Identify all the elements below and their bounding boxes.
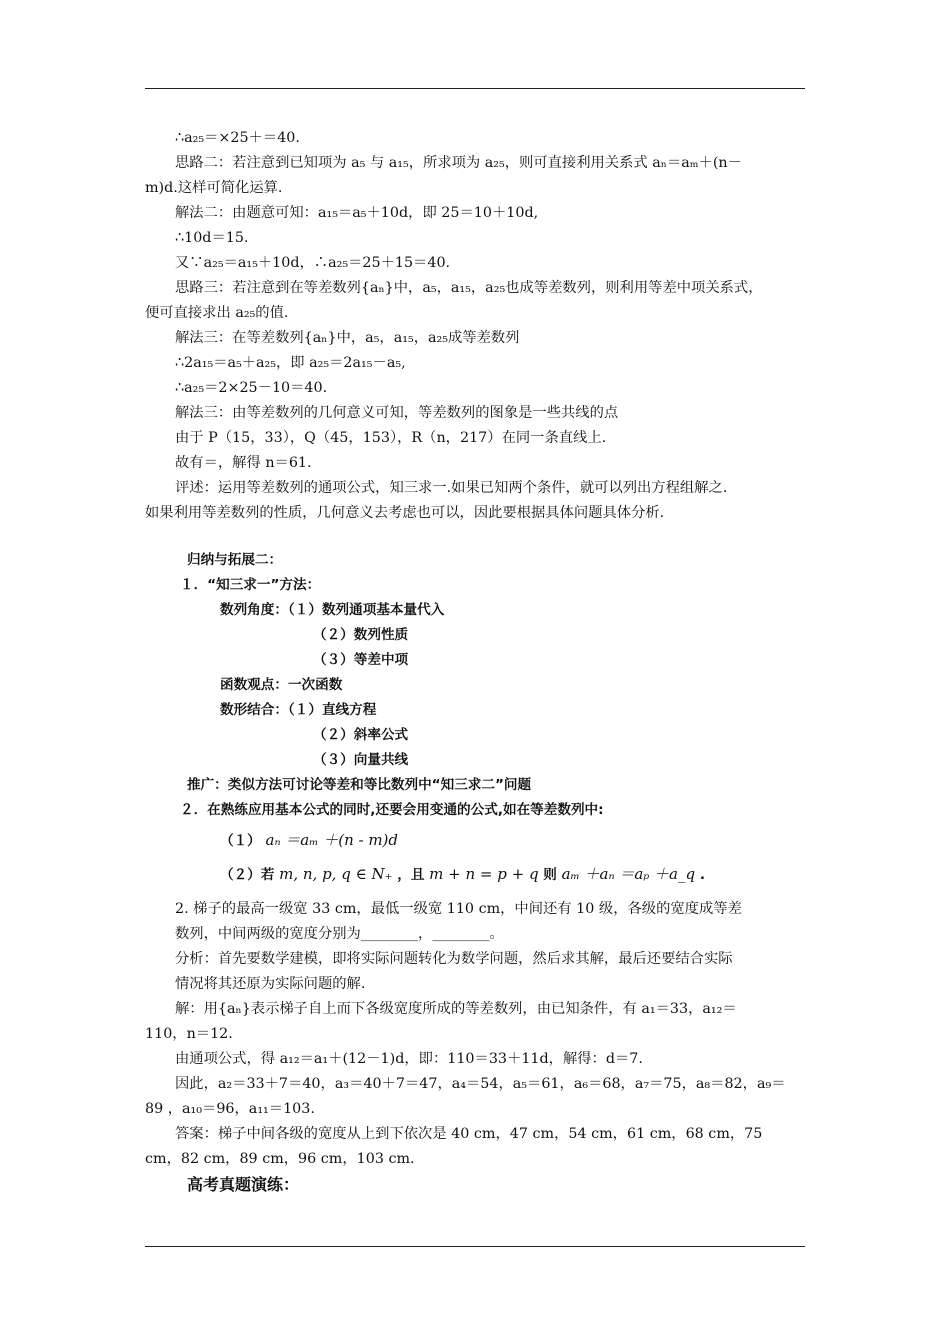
problem-line: 因此，a₂＝33＋7＝40，a₃＝40＋7＝47，a₄＝54，a₅＝61，a₆＝68，a₇＝75，a₈＝82，a₉＝ bbox=[175, 1076, 786, 1092]
text-line: 故有＝，解得 n＝61. bbox=[175, 455, 312, 471]
extension-note: 推广：类似方法可讨论等差和等比数列中“知三求二”问题 bbox=[187, 777, 532, 793]
header-rule bbox=[145, 88, 805, 89]
problem-line: 数列，中间两级的宽度分别为________，________。 bbox=[175, 926, 504, 942]
formula-2-condition: m, n, p, q ∈ N₊ bbox=[279, 865, 393, 883]
text-line: ∴10d＝15. bbox=[175, 230, 249, 246]
formula-2-then: 则 bbox=[543, 867, 557, 883]
formula-2-label: （２）若 bbox=[220, 867, 275, 883]
problem-line: 分析：首先要数学建模，即将实际问题转化为数学问题，然后求其解，最后还要结合实际 bbox=[175, 951, 733, 967]
formula-2-and: ，且 bbox=[397, 867, 425, 883]
summary-item-2: ２．在熟练应用基本公式的同时,还要会用变通的公式,如在等差数列中: bbox=[180, 802, 604, 818]
text-line: 思路三：若注意到在等差数列{aₙ}中，a₅，a₁₅，a₂₅也成等差数列，则利用等差中项关系式， bbox=[175, 280, 763, 296]
formula-2-index-sum: m + n = p + q bbox=[429, 865, 539, 883]
text-line: 便可直接求出 a₂₅的值. bbox=[145, 305, 289, 321]
formula-2-result: aₘ ＋aₙ ＝aₚ ＋a_q bbox=[561, 865, 696, 883]
text-line: 解法三：在等差数列{aₙ}中，a₅，a₁₅，a₂₅成等差数列 bbox=[175, 330, 520, 346]
problem-line: 2. 梯子的最高一级宽 33 cm，最低一级宽 110 cm，中间还有 10 级，各级的宽度成等差 bbox=[175, 901, 742, 917]
footer-rule bbox=[145, 1246, 805, 1247]
problem-line: 89 ，a₁₀＝96，a₁₁＝103. bbox=[145, 1101, 315, 1117]
formula-1 bbox=[145, 823, 810, 857]
text-line: 由于 P（15，33），Q（45，153），R（n，217）在同一条直线上. bbox=[175, 430, 607, 446]
formula-2-end: . bbox=[699, 867, 705, 883]
sequence-row: 数列角度：（１）数列通项基本量代入 bbox=[220, 602, 445, 618]
shape-row-2: （２）斜率公式 bbox=[313, 727, 409, 743]
text-line: 如果利用等差数列的性质，几何意义去考虑也可以，因此要根据具体问题具体分析. bbox=[145, 505, 665, 521]
formula-1-math: aₙ ＝aₘ ＋(n - m)d bbox=[265, 831, 399, 849]
problem-line: 答案：梯子中间各级的宽度从上到下依次是 40 cm，47 cm，54 cm，61 cm，68 cm，75 bbox=[175, 1126, 763, 1142]
text-line: 评述：运用等差数列的通项公式，知三求一.如果已知两个条件，就可以列出方程组解之. bbox=[175, 480, 728, 496]
sequence-row-2: （２）数列性质 bbox=[313, 627, 409, 643]
page-content bbox=[145, 126, 810, 1197]
text-line: ∴a₂₅＝2×25－10＝40. bbox=[175, 380, 328, 396]
formula-1-label: （１） bbox=[220, 833, 261, 849]
summary-item-1: １．“知三求一”方法： bbox=[180, 577, 321, 593]
formula-2 bbox=[145, 857, 810, 891]
shape-row: 数形结合：（１）直线方程 bbox=[220, 702, 377, 718]
summary-heading: 归纳与拓展二： bbox=[187, 552, 283, 568]
text-line: ∴a₂₅＝×25＋＝40. bbox=[175, 130, 300, 146]
practice-heading: 高考真题演练： bbox=[187, 1175, 300, 1194]
text-line: ∴2a₁₅＝a₅＋a₂₅，即 a₂₅＝2a₁₅－a₅, bbox=[175, 355, 406, 371]
sequence-row-3: （３）等差中项 bbox=[313, 652, 409, 668]
problem-line: 110，n＝12. bbox=[145, 1026, 233, 1042]
function-row: 函数观点：一次函数 bbox=[220, 677, 343, 693]
text-line: m)d.这样可简化运算. bbox=[145, 180, 283, 196]
text-line: 解法三：由等差数列的几何意义可知，等差数列的图象是一些共线的点 bbox=[175, 405, 619, 421]
problem-line: 由通项公式，得 a₁₂＝a₁＋(12－1)d，即：110＝33＋11d，解得：d＝7. bbox=[175, 1051, 643, 1067]
problem-line: 解：用{aₙ}表示梯子自上而下各级宽度所成的等差数列，由已知条件，有 a₁＝33，a₁₂＝ bbox=[175, 1001, 737, 1017]
problem-line: cm，82 cm，89 cm，96 cm，103 cm. bbox=[145, 1151, 415, 1167]
text-line: 思路二：若注意到已知项为 a₅ 与 a₁₅，所求项为 a₂₅，则可直接利用关系式 aₙ＝aₘ＋(n－ bbox=[175, 155, 742, 171]
problem-line: 情况将其还原为实际问题的解. bbox=[175, 976, 366, 992]
shape-row-3: （３）向量共线 bbox=[313, 752, 409, 768]
text-line: 又∵a₂₅＝a₁₅＋10d，∴a₂₅＝25＋15＝40. bbox=[175, 255, 451, 271]
text-line: 解法二：由题意可知：a₁₅＝a₅＋10d，即 25＝10＋10d, bbox=[175, 205, 539, 221]
